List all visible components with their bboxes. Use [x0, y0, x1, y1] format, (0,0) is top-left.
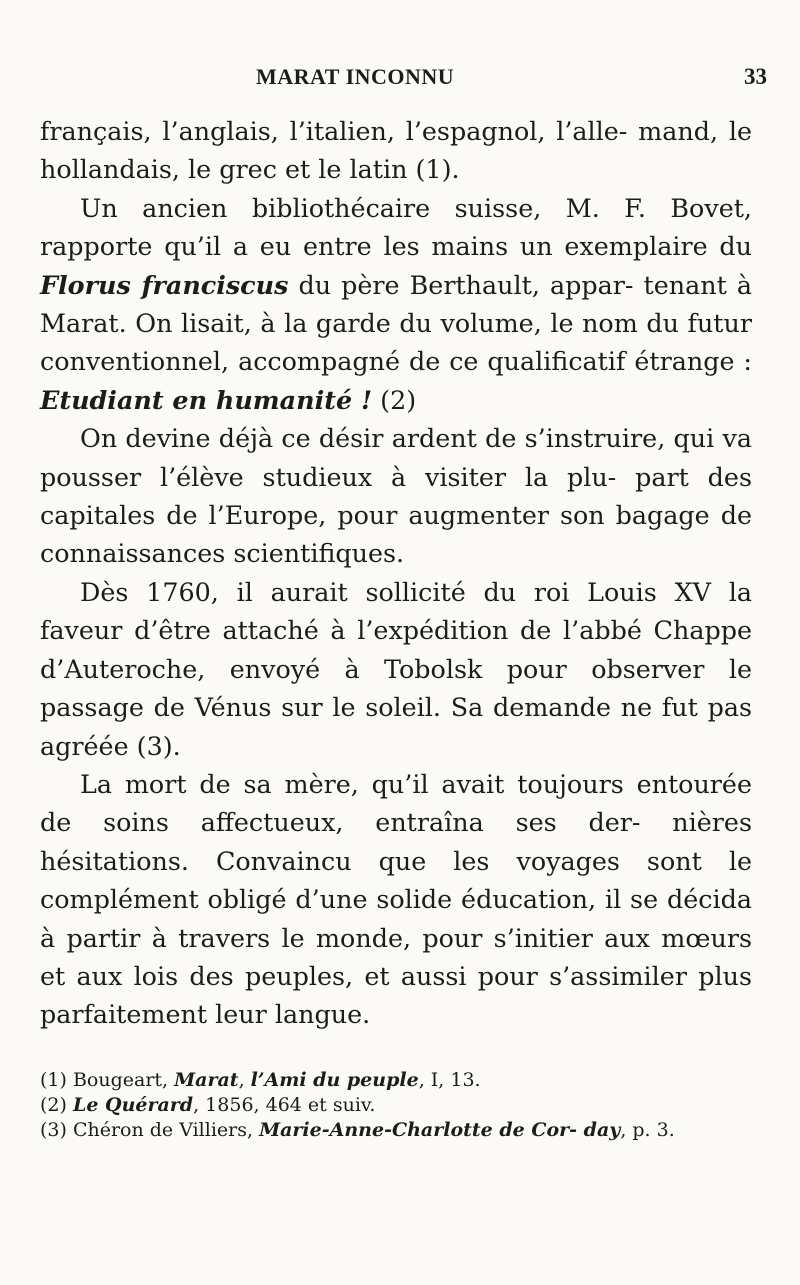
- footnote-1-sep: ,: [238, 1069, 251, 1091]
- paragraph-3: On devine déjà ce désir ardent de s’instruire, qui va pousser l’élève studieux à visiter la plu- part des capitales de l’Europe, pour augmenter son bagage de connaissances scientifiques.: [40, 423, 752, 569]
- page-number: 33: [744, 64, 767, 89]
- paragraph-1: français, l’anglais, l’italien, l’espagnol, l’alle- mand, le hollandais, le grec et le latin (1).: [40, 116, 752, 185]
- paragraph-2-text-b: du père Berthault, appar- tenant à Marat. On lisait, à la garde du volume, le nom du futur conventionnel, accompagné de ce qualificatif étrange :: [40, 269, 753, 377]
- paragraph-2-text-c: (2): [372, 384, 417, 415]
- running-title: MARAT INCONNU: [256, 64, 455, 89]
- paragraph-4: Dès 1760, il aurait sollicité du roi Louis XV la faveur d’être attaché à l’expédition de l’abbé Chappe d’Auteroche, envoyé à Tobolsk pour observer le passage de Vénus sur le soleil. Sa demande ne fut pas agréée (3).: [40, 576, 752, 761]
- quote-etudiant: Etudiant en humanité !: [40, 384, 373, 415]
- footnote-1-text-b: , I, 13.: [418, 1069, 481, 1091]
- footnote-3-text-a: (3) Chéron de Villiers,: [40, 1119, 260, 1141]
- footnote-2-work: Le Quérard: [72, 1094, 194, 1116]
- book-title-florus: Florus franciscus: [40, 269, 289, 300]
- footnote-1-work-2: l’Ami du peuple: [250, 1069, 419, 1091]
- paragraph-2: [40, 189, 752, 419]
- paragraph-2-text-a: Un ancien bibliothécaire suisse, M. F. Bovet, rapporte qu’il a eu entre les mains un exemplaire du: [40, 192, 752, 262]
- footnote-3-text-b: , p. 3.: [620, 1119, 675, 1141]
- footnotes: [40, 1068, 752, 1143]
- footnote-3: [40, 1118, 752, 1143]
- footnote-2: [40, 1093, 752, 1118]
- footnote-1-text-a: (1) Bougeart,: [40, 1069, 175, 1091]
- body-text: [40, 112, 752, 1034]
- footnote-2-text-b: , 1856, 464 et suiv.: [193, 1094, 376, 1116]
- footnote-2-text-a: (2): [40, 1094, 73, 1116]
- footnote-1: [40, 1068, 752, 1093]
- footnote-3-work: Marie-Anne-Charlotte de Cor- day: [259, 1119, 621, 1141]
- footnote-1-work: Marat: [174, 1069, 239, 1091]
- paragraph-5: La mort de sa mère, qu’il avait toujours entourée de soins affectueux, entraîna ses der- nières hésitations. Convaincu que les voyages sont le complément obligé d’une solide éducation, il se décida à partir à travers le monde, pour s’initier aux mœurs et aux lois des peuples, et aussi pour s’assimiler plus parfaitement leur langue.: [40, 768, 752, 1030]
